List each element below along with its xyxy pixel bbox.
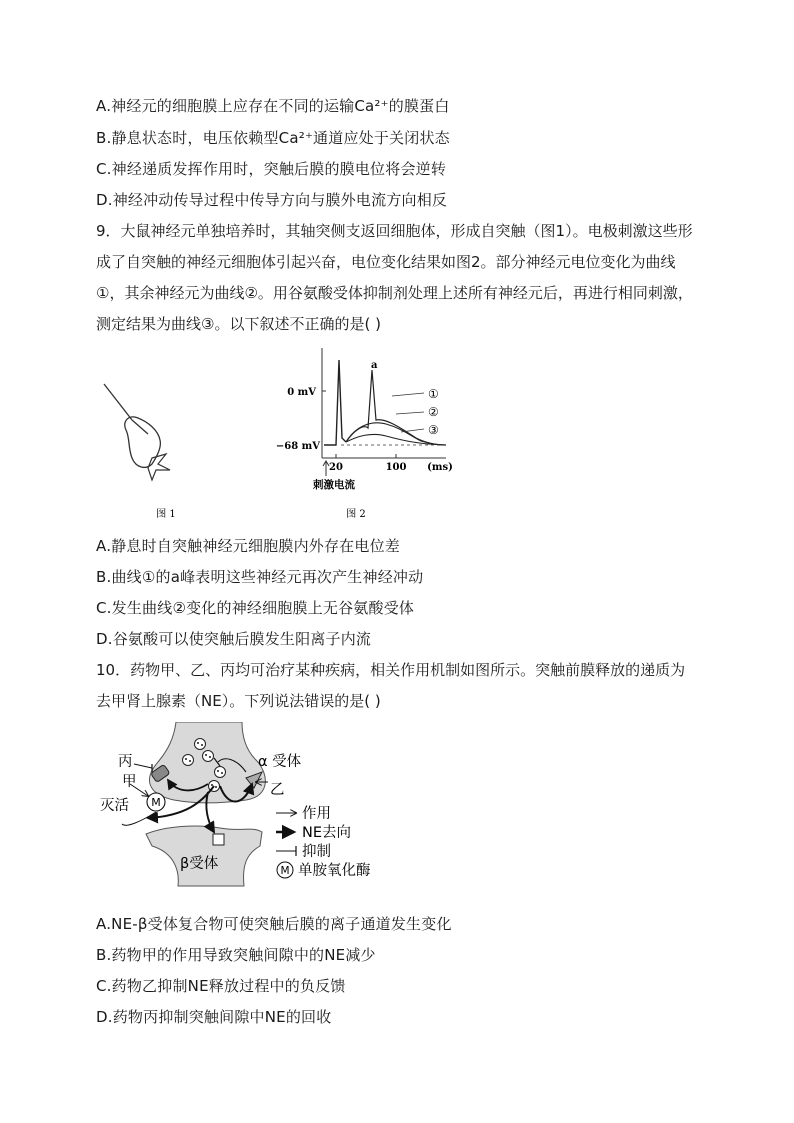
legend-text-inhibit: 抑制 [302,844,331,860]
q9-stem: 9．大鼠神经元单独培养时，其轴突侧支返回细胞体，形成自突触（图1）。电极刺激这些形成了自突触的神经元细胞体引起兴奋，电位变化结果如图2。部分神经元电位变化为曲线①，其余神经元为曲线②。用谷氨酸受体抑制剂处理上述所有神经元后，再进行相同刺激，测定结果为曲线③。以下叙述不正确的是( ) [96,222,693,333]
legend-text-ne-direction: NE去向 [302,825,352,841]
fig2-caption: 图 2 [346,509,366,520]
q10-figure [96,722,406,890]
y-label-zero: 0 mV [287,387,316,398]
legend-text-mao: 单胺氧化酶 [298,863,371,879]
label-miehuo: 灭活 [100,798,129,814]
legend [276,805,371,879]
label-m: M [151,796,161,809]
q8-option-d: D.神经冲动传导过程中传导方向与膜外电流方向相反 [96,191,448,209]
legend-m-letter: M [280,865,290,877]
stimulus-label: 刺激电流 [313,479,355,491]
q8-option-c: C.神经递质发挥作用时，突触后膜的膜电位将会逆转 [96,160,447,178]
label-alpha-receptor: α 受体 [258,754,302,770]
peak-label-a: a [371,360,378,371]
y-label-rest: −68 mV [275,441,320,452]
q10-option-a: A.NE-β受体复合物可使突触后膜的离子通道发生变化 [96,915,452,933]
x-unit-ms: (ms) [427,462,453,473]
q8-option-b: B.静息状态时，电压依赖型Ca²⁺通道应处于关闭状态 [96,129,450,147]
x-tick-100: 100 [385,462,407,473]
label-jia: 甲 [122,774,137,790]
q10-stem: 10．药物甲、乙、丙均可治疗某种疾病，相关作用机制如图所示。突触前膜释放的递质为去甲肾上腺素（NE）。下列说法错误的是( ) [96,661,686,710]
label-yi: 乙 [270,782,285,798]
fig1-caption: 图 1 [156,509,176,520]
q9-option-a: A.静息时自突触神经元细胞膜内外存在电位差 [96,537,400,555]
q10-option-d: D.药物丙抑制突触间隙中NE的回收 [96,1008,332,1026]
legend-text-effect: 作用 [302,806,331,822]
beta-receptor [213,834,224,845]
q8-option-a: A.神经元的细胞膜上应存在不同的运输Ca²⁺的膜蛋白 [96,97,450,115]
q9-option-c: C.发生曲线②变化的神经细胞膜上无谷氨酸受体 [96,599,415,617]
label-beta-receptor: β受体 [180,856,219,872]
q9-option-b: B.曲线①的a峰表明这些神经元再次产生神经冲动 [96,568,424,586]
q9-figure [96,340,466,525]
spike-trace [324,360,346,445]
q10-option-c: C.药物乙抑制NE释放过程中的负反馈 [96,977,346,995]
q10-option-b: B.药物甲的作用导致突触间隙中的NE减少 [96,946,376,964]
fig1-neuron-drawing [104,384,170,480]
curve-label-2: ② [428,405,439,419]
q9-option-d: D.谷氨酸可以使突触后膜发生阳离子内流 [96,630,372,648]
label-bing: 丙 [118,754,133,770]
curve-label-3: ③ [428,423,439,437]
curve-label-1: ① [428,387,439,401]
inhibit-bing [134,764,152,768]
x-tick-20: 20 [329,462,343,473]
